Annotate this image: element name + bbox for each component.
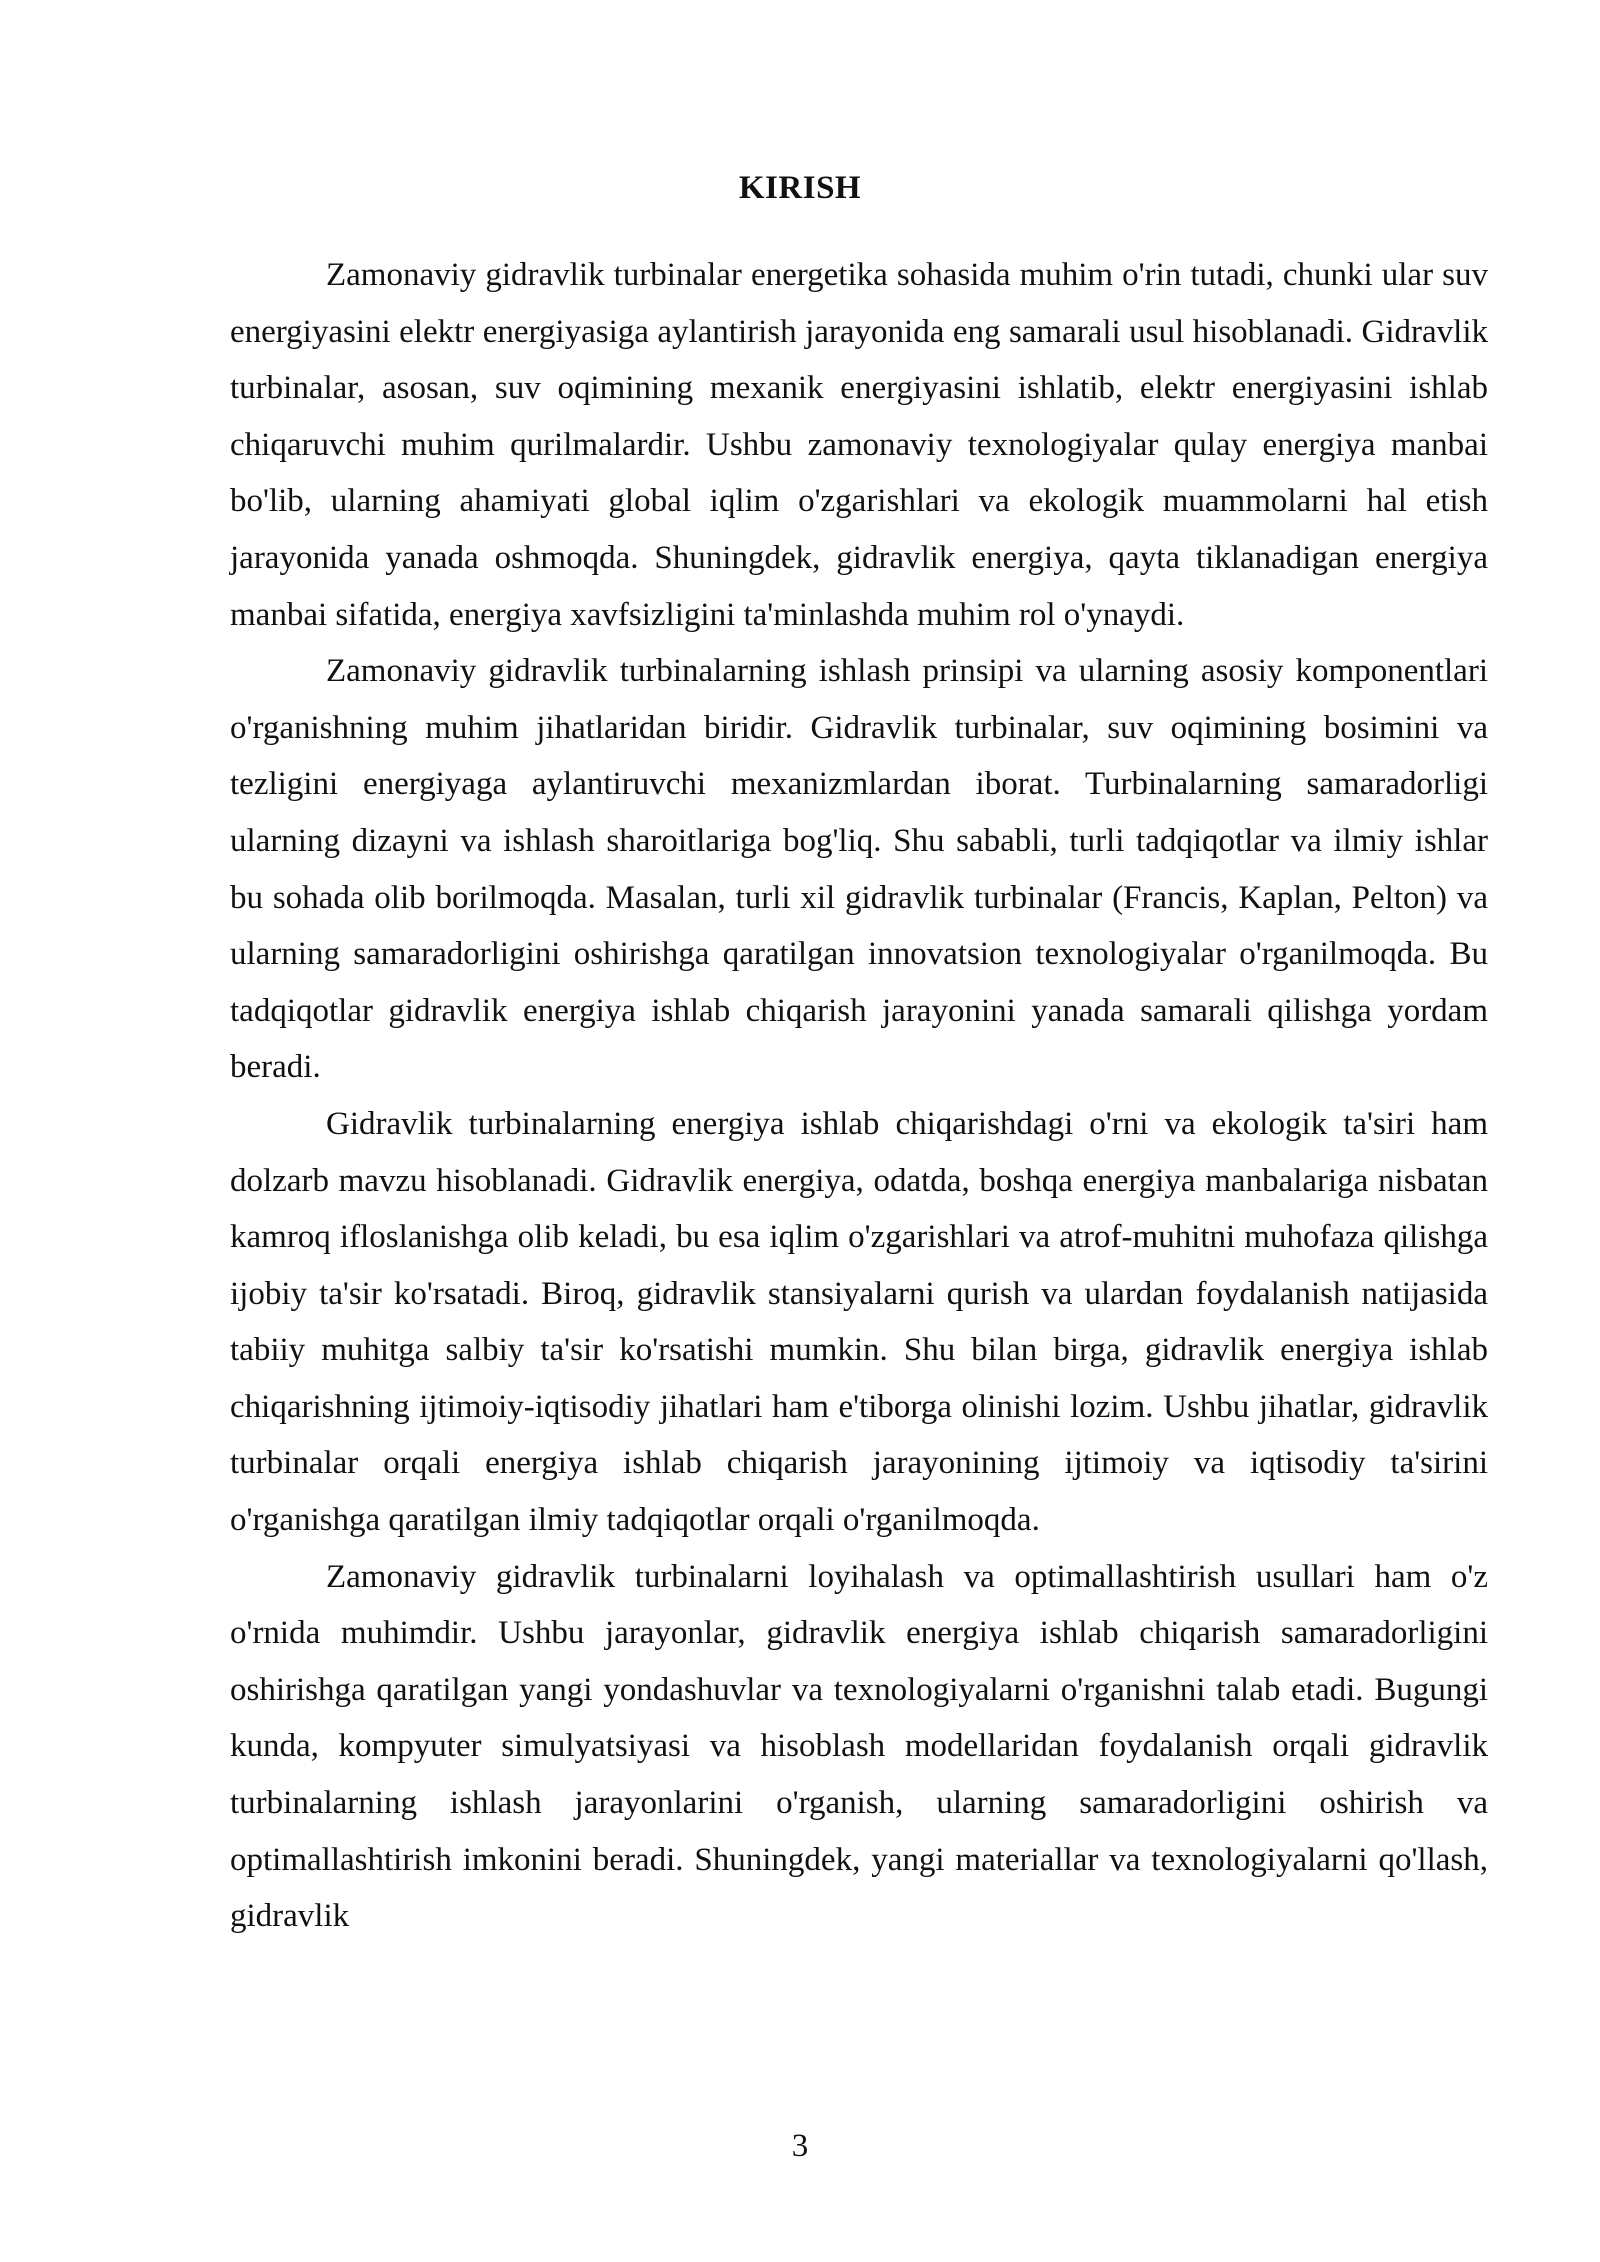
body-text — [230, 247, 1488, 1945]
paragraph: Zamonaviy gidravlik turbinalar energetika sohasida muhim o'rin tutadi, chunki ular suv energiyasini elektr energiyasiga aylantirish jarayonida eng samarali usul hisoblanadi. Gidravlik turbinalar, asosan, suv oqimining mexanik energiyasini ishlatib, elektr energiyasini ishlab chiqaruvchi muhim qurilmalardir. Ushbu zamonaviy texnologiyalar qulay energiya manbai bo'lib, ularning ahamiyati global iqlim o'zgarishlari va ekologik muammolarni hal etish jarayonida yanada oshmoqda. Shuningdek, gidravlik energiya, qayta tiklanadigan energiya manbai sifatida, energiya xavfsizligini ta'minlashda muhim rol o'ynaydi. — [230, 257, 1488, 633]
paragraph: Zamonaviy gidravlik turbinalarni loyihalash va optimallashtirish usullari ham o'z o'rnida muhimdir. Ushbu jarayonlar, gidravlik energiya ishlab chiqarish samaradorligini oshirishga qaratilgan yangi yondashuvlar va texnologiyalarni o'rganishni talab etadi. Bugungi kunda, kompyuter simulyatsiyasi va hisoblash modellaridan foydalanish orqali gidravlik turbinalarning ishlash jarayonlarini o'rganish, ularning samaradorligini oshirish va optimallashtirish imkonini beradi. Shuningdek, yangi materiallar va texnologiyalarni qo'llash, gidravlik — [230, 1558, 1488, 1935]
paragraph: Gidravlik turbinalarning energiya ishlab chiqarishdagi o'rni va ekologik ta'siri ham dolzarb mavzu hisoblanadi. Gidravlik energiya, odatda, boshqa energiya manbalariga nisbatan kamroq ifloslanishga olib keladi, bu esa iqlim o'zgarishlari va atrof-muhitni muhofaza qilishga ijobiy ta'sir ko'rsatadi. Biroq, gidravlik stansiyalarni qurish va ulardan foydalanish natijasida tabiiy muhitga salbiy ta'sir ko'rsatishi mumkin. Shu bilan birga, gidravlik energiya ishlab chiqarishning ijtimoiy-iqtisodiy jihatlari ham e'tiborga olinishi lozim. Ushbu jihatlar, gidravlik turbinalar orqali energiya ishlab chiqarish jarayonining ijtimoiy va iqtisodiy ta'sirini o'rganishga qaratilgan ilmiy tadqiqotlar orqali o'rganilmoqda. — [230, 1105, 1488, 1539]
paragraph: Zamonaviy gidravlik turbinalarning ishlash prinsipi va ularning asosiy komponentlari o'rganishning muhim jihatlaridan biridir. Gidravlik turbinalar, suv oqimining bosimini va tezligini energiyaga aylantiruvchi mexanizmlardan iborat. Turbinalarning samaradorligi ularning dizayni va ishlash sharoitlariga bog'liq. Shu sababli, turli tadqiqotlar va ilmiy ishlar bu sohada olib borilmoqda. Masalan, turli xil gidravlik turbinalar (Francis, Kaplan, Pelton) va ularning samaradorligini oshirishga qaratilgan innovatsion texnologiyalar o'rganilmoqda. Bu tadqiqotlar gidravlik energiya ishlab chiqarish jarayonini yanada samarali qilishga yordam beradi. — [230, 653, 1488, 1086]
page-number: 3 — [791, 2128, 809, 2164]
page-title: KIRISH — [738, 170, 862, 206]
